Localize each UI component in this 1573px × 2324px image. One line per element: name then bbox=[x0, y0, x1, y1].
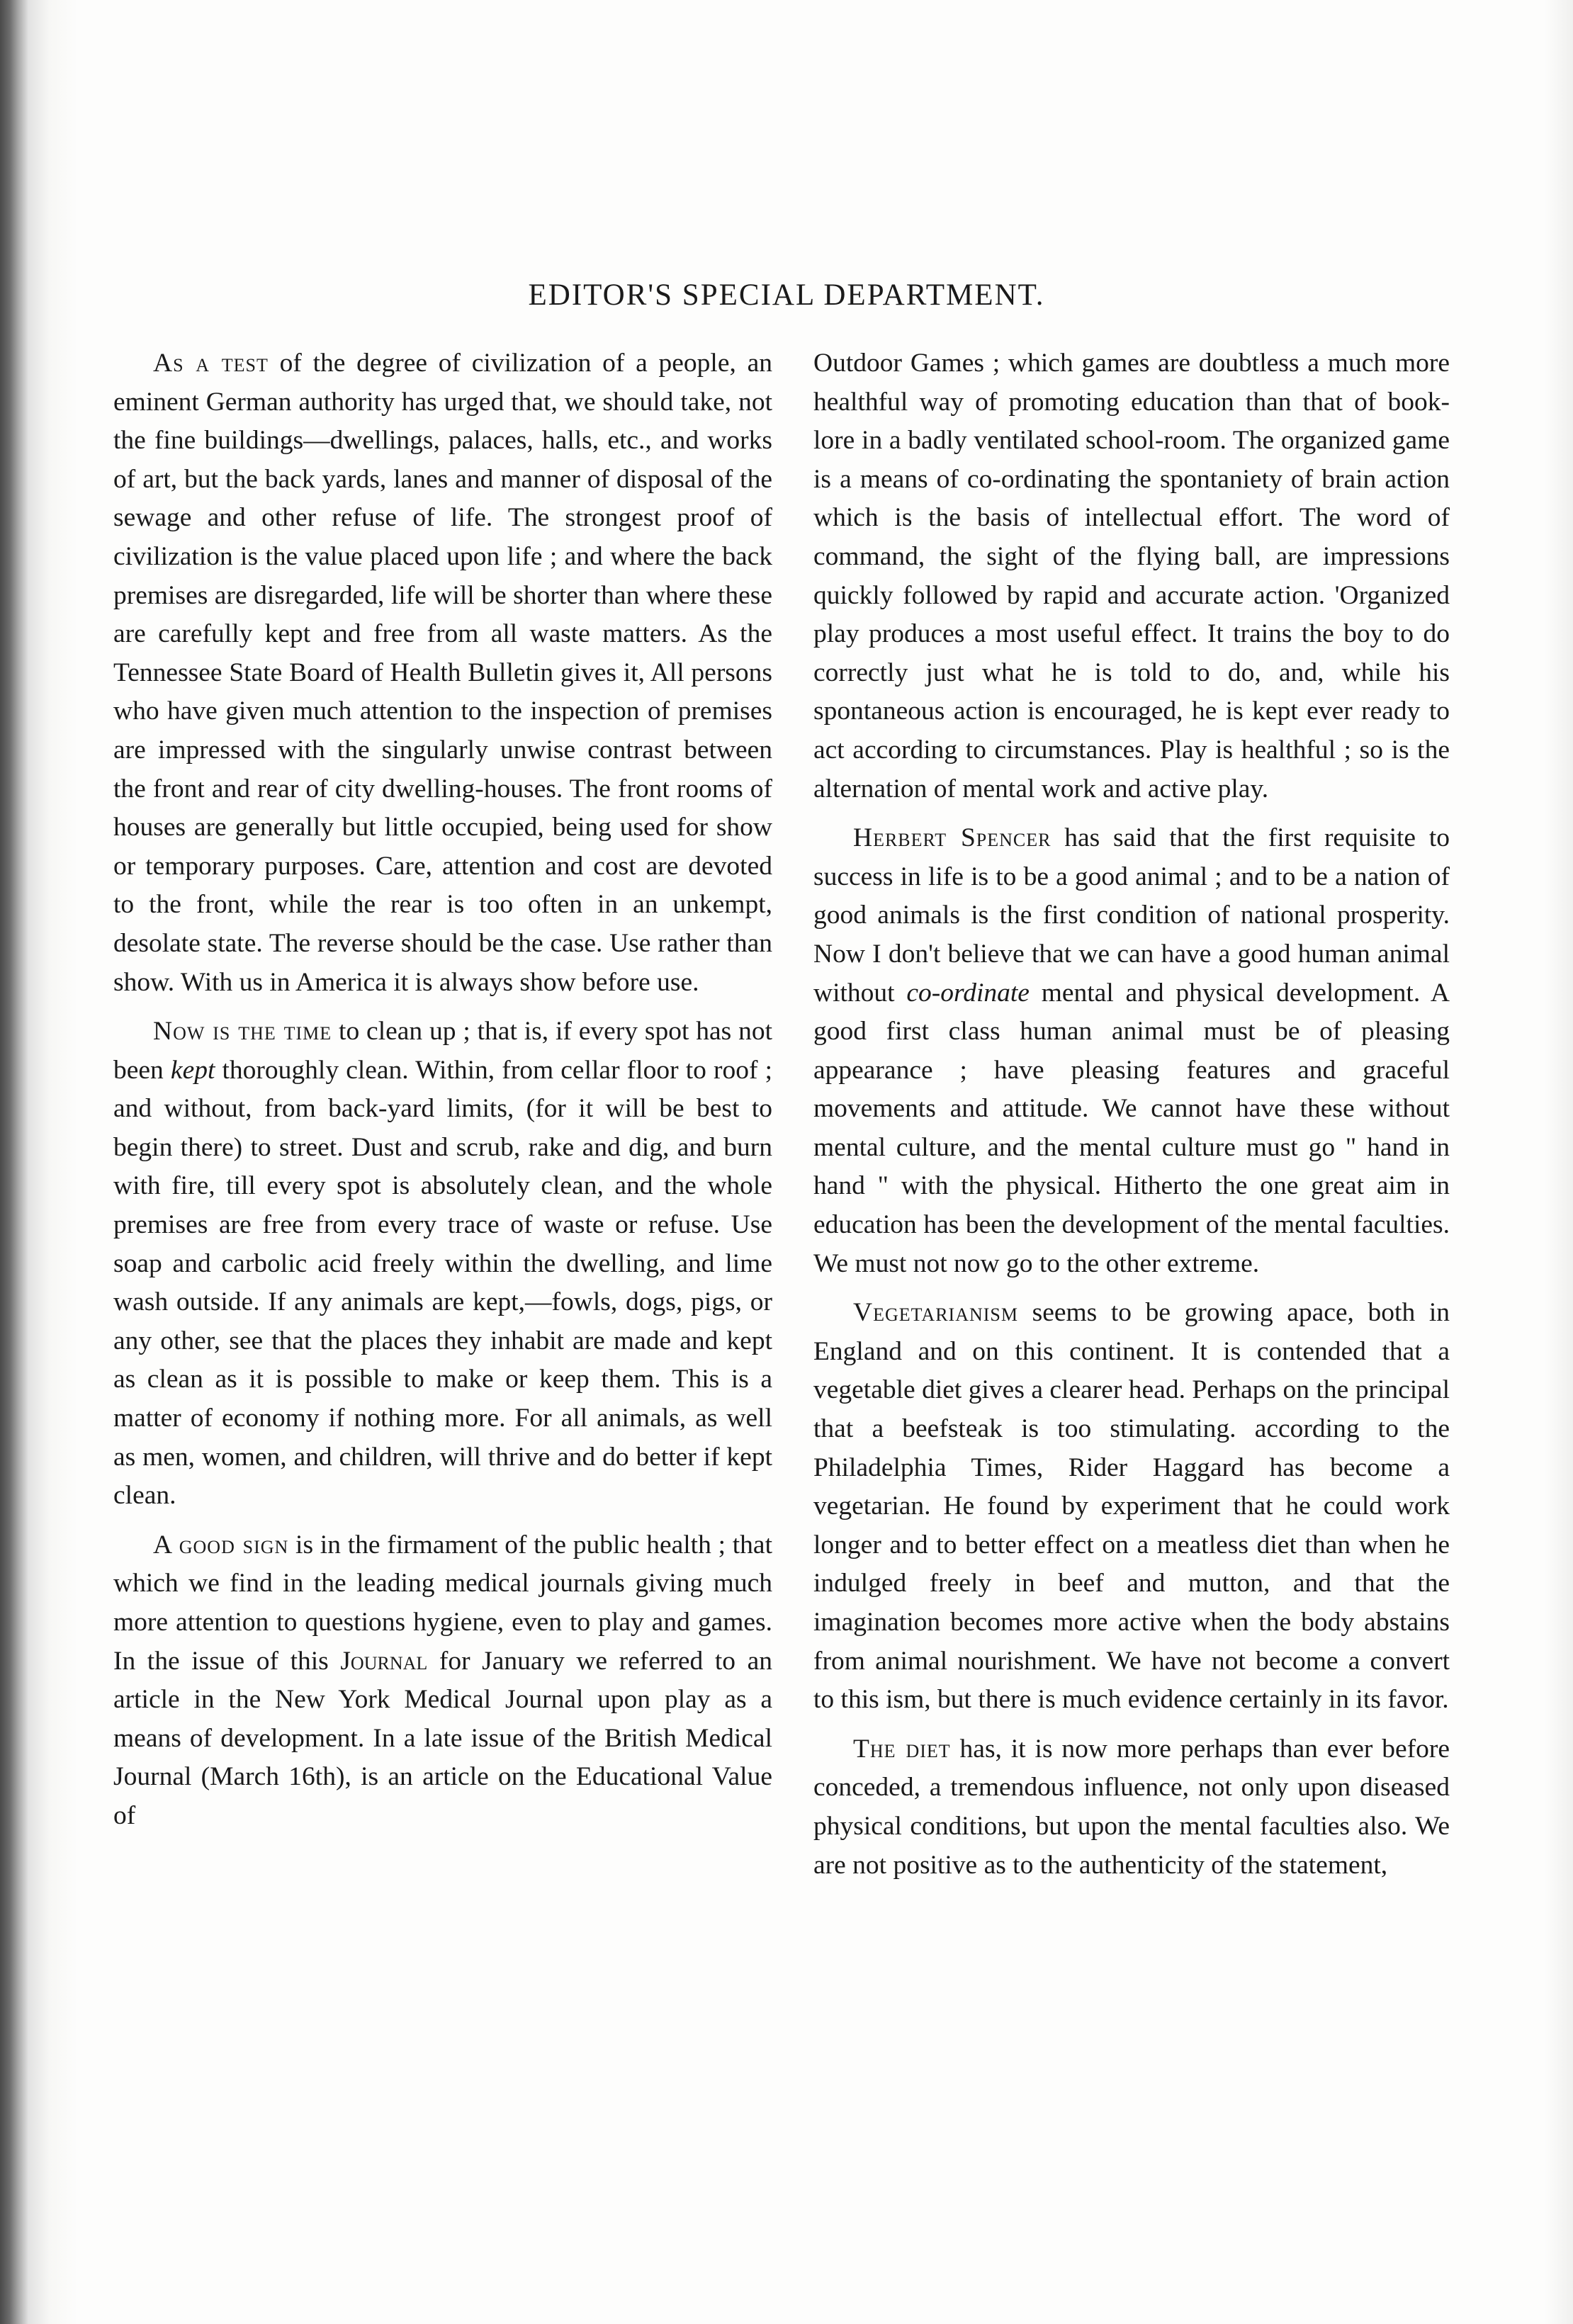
journal-name: Journal bbox=[340, 1646, 428, 1676]
paragraph-body: to clean up ; that is, if every spot has not been bbox=[113, 1017, 772, 1085]
paragraph-body: has said that the first requisite to success in life is to be a good animal ; and to be a nation of good animals is the first condition of national prosperity. Now I don't believe that we can have a good human animal without bbox=[813, 823, 1450, 1008]
paragraph-the-diet bbox=[813, 1730, 1450, 1885]
paragraph-body: for January we referred to an article in the New York Medical Journal upon play as a means of development. In a late issue of the British Medical Journal (March 16th), is an article on the Educational Value of bbox=[113, 1646, 772, 1830]
paragraph-lead: The diet bbox=[853, 1734, 951, 1764]
paragraph-outdoor-games bbox=[813, 344, 1450, 808]
paragraph-lead: Vegetarianism bbox=[853, 1298, 1018, 1328]
paragraph-a-good-sign bbox=[113, 1526, 772, 1836]
paragraph-lead: As a test bbox=[153, 349, 269, 378]
right-column bbox=[813, 344, 1450, 1895]
italic-word: kept bbox=[170, 1055, 215, 1085]
paragraph-vegetarianism bbox=[813, 1294, 1450, 1720]
page-title: EDITOR'S SPECIAL DEPARTMENT. bbox=[528, 278, 1045, 312]
paragraph-body: seems to be growing apace, both in England and on this continent. It is contended that a vegetable diet gives a clearer head. Perhaps on the principal that a beefsteak is too stimulating. according to the Philadelphia Times, Rider Haggard has become a vegetarian. He found by experiment that he could work longer and to better effect on a meatless diet than when he indulged freely in beef and mutton, and that the imagination becomes more active when the body abstains from animal nourishment. We have not become a convert to this ism, but there is much evidence certainly in its favor. bbox=[813, 1298, 1450, 1715]
italic-word: co-ordinate bbox=[906, 978, 1030, 1008]
paragraph-body: thoroughly clean. Within, from cellar floor to roof ; and without, from back-yard limits, (for it will be best to begin there) to street. Dust and scrub, rake and dig, and burn with fire, till every spot is absolutely clean, and the whole premises are free from every trace of waste or refuse. Use soap and carbolic acid freely within the dwelling, and lime wash outside. If any animals are kept,—fowls, dogs, pigs, or any other, see that the places they inhabit are made and kept as clean as it is possible to make or keep them. This is a matter of economy if nothing more. For all animals, as well as men, women, and children, will thrive and do better if kept clean. bbox=[113, 1055, 772, 1511]
paragraph-body: mental and physical development. A good first class human animal must be of pleasing appearance ; have pleasing features and graceful movements and attitude. We cannot have these without mental culture, and the mental culture must go " hand in hand " with the physical. Hitherto the one great aim in education has been the development of the mental faculties. We must not now go to the other extreme. bbox=[813, 978, 1450, 1278]
paragraph-body: is in the firmament of the public health ; that which we find in the leading medical journals giving much more attention to questions hygiene, even to play and games. In the issue of this bbox=[113, 1530, 772, 1676]
paragraph-body: of the degree of civilization of a people, an eminent German authority has urged that, we should take, not the fine buildings—dwellings, palaces, halls, etc., and works of art, but the back yards, lanes and manner of disposal of the sewage and other refuse of life. The strongest proof of civilization is the value placed upon life ; and where the back premises are disregarded, life will be shorter than where these are carefully kept and free from all waste matters. As the Tennessee State Board of Health Bulletin gives it, All persons who have given much attention to the inspection of premises are impressed with the singularly unwise contrast between the front and rear of city dwelling-houses. The front rooms of houses are generally but little occupied, being used for show or temporary purposes. Care, attention and cost are devoted to the front, while the rear is too often in an unkempt, desolate state. The reverse should be the case. Use rather than show. With us in America it is always show before use. bbox=[113, 349, 772, 997]
paragraph-lead: Herbert Spencer bbox=[853, 823, 1052, 853]
scanned-page-edge bbox=[1545, 0, 1573, 2324]
paragraph-body: Outdoor Games ; which games are doubtless a much more healthful way of promoting education than that of book-lore in a badly ventilated school-room. The organized game is a means of co-ordinating the spontaniety of brain action which is the basis of intellectual effort. The word of command, the sight of the flying ball, are impressions quickly followed by rapid and accurate action. 'Organized play produces a most useful effect. It trains the boy to do correctly just what he is told to do, and, while his spontaneous action is encouraged, he is kept ever ready to act according to circumstances. Play is healthful ; so is the alternation of mental work and active play. bbox=[813, 349, 1450, 803]
scanned-binding-edge bbox=[0, 0, 78, 2324]
paragraph-lead: Now is the time bbox=[153, 1017, 332, 1047]
paragraph-body: has, it is now more perhaps than ever before conceded, a tremendous influence, not only upon diseased physical conditions, but upon the mental faculties also. We are not positive as to the authenticity of the statement, bbox=[813, 1734, 1450, 1880]
paragraph-now-is-the-time bbox=[113, 1012, 772, 1516]
paragraph-lead: A good sign bbox=[153, 1530, 289, 1559]
paragraph-test-of-civilization bbox=[113, 344, 772, 1002]
left-column bbox=[113, 344, 772, 1846]
paragraph-herbert-spencer bbox=[813, 819, 1450, 1283]
